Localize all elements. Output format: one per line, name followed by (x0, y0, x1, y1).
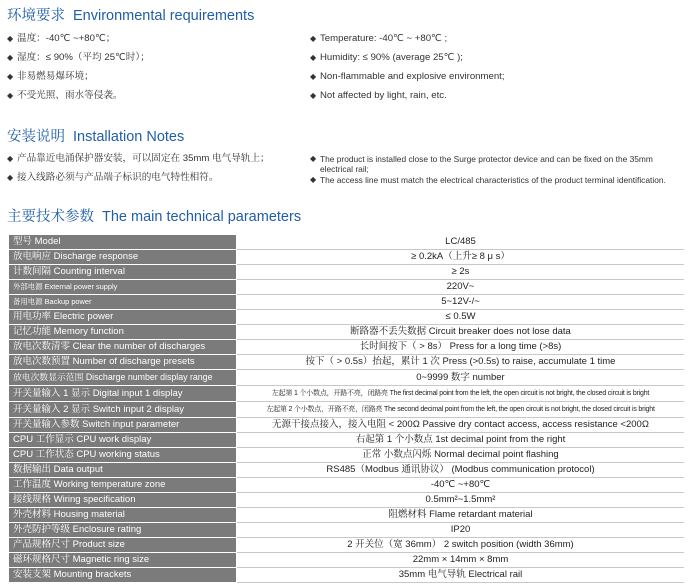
list-item: ◆ 产品靠近电涌保护器安装，可以固定在 35mm 电气导轨上； (7, 153, 270, 164)
table-row (9, 250, 684, 265)
environment-title-en: Environmental requirements (73, 8, 255, 24)
table-row (9, 493, 684, 508)
diamond-bullet-icon: ◆ (7, 34, 14, 43)
table-row (9, 355, 684, 370)
list-item: ◆ 接入线路必须与产品端子标识的电气特性相符。 (7, 172, 219, 183)
list-item: ◆ Non-flammable and explosive environment; (310, 71, 505, 82)
installation-list-cn (7, 153, 307, 191)
row-value: 左起第 2 个小数点，开路不亮，闭路亮 The second decimal point from the left, the open circuit is not bright, the closed circuit is bright (237, 402, 685, 418)
row-label: CPU 工作显示 CPU work display (9, 433, 237, 448)
list-item: ◆ The access line must match the electrical characteristics of the product terminal identification. (310, 175, 666, 185)
diamond-bullet-icon: ◆ (310, 91, 317, 100)
table-row (9, 553, 684, 568)
row-label: 外部电源 External power supply (9, 280, 237, 295)
row-label: 外壳防护等级 Enclosure rating (9, 523, 237, 538)
environment-heading (7, 4, 254, 25)
row-label: 开关量输入 2 显示 Switch input 2 display (9, 402, 237, 418)
list-item: ◆ 湿度：≤ 90%（平均 25℃时）； (7, 52, 150, 63)
diamond-bullet-icon: ◆ (310, 175, 317, 184)
table-row (9, 295, 684, 310)
row-label: 备用电源 Backup power (9, 295, 237, 310)
table-row (9, 265, 684, 280)
parameters-title-cn: 主要技术参数 (7, 209, 94, 225)
row-label: 安装支架 Mounting brackets (9, 568, 237, 583)
table-row (9, 310, 684, 325)
row-value: 35mm 电气导轨 Electrical rail (237, 568, 685, 583)
table-row (9, 235, 684, 250)
row-label: 放电次数清零 Clear the number of discharges (9, 340, 237, 355)
installation-title-cn: 安装说明 (7, 129, 65, 145)
table-row (9, 538, 684, 553)
diamond-bullet-icon: ◆ (7, 91, 14, 100)
row-value: 右起第 1 个小数点 1st decimal point from the right (237, 433, 685, 448)
diamond-bullet-icon: ◆ (310, 154, 317, 163)
installation-title-en: Installation Notes (73, 129, 185, 145)
row-label: 用电功率 Electric power (9, 310, 237, 325)
row-value: ≤ 0.5W (237, 310, 685, 325)
table-row (9, 370, 684, 386)
installation-list-en (310, 154, 688, 187)
row-value: 5~12V-/~ (237, 295, 685, 310)
row-label: 产品规格尺寸 Product size (9, 538, 237, 553)
row-label: 磁环规格尺寸 Magnetic ring size (9, 553, 237, 568)
table-row (9, 280, 684, 295)
diamond-bullet-icon: ◆ (7, 154, 14, 163)
list-item: ◆ The product is installed close to the Surge protector device and can be fixed on the 35mm electrical rail; (310, 154, 653, 174)
list-item: ◆ Humidity: ≤ 90% (average 25℃ ); (310, 52, 463, 63)
row-value: 220V~ (237, 280, 685, 295)
table-row (9, 463, 684, 478)
environment-title-cn: 环境要求 (7, 8, 65, 24)
list-item: ◆ 不受光照、雨水等侵袭。 (7, 90, 123, 101)
row-value: 22mm × 14mm × 8mm (237, 553, 685, 568)
row-value: 正常 小数点闪烁 Normal decimal point flashing (237, 448, 685, 463)
row-value: LC/485 (237, 235, 685, 250)
row-label: 放电次数预置 Number of discharge presets (9, 355, 237, 370)
row-label: 开关量输入参数 Switch input parameter (9, 418, 237, 433)
row-value: 2 开关位（宽 36mm） 2 switch position (width 36mm) (237, 538, 685, 553)
diamond-bullet-icon: ◆ (7, 173, 14, 182)
row-label: 放电次数显示范围 Discharge number display range (9, 370, 237, 386)
row-value: RS485（Modbus 通讯协议） (Modbus communication protocol) (237, 463, 685, 478)
row-label: 数据输出 Data output (9, 463, 237, 478)
row-label: 工作温度 Working temperature zone (9, 478, 237, 493)
environment-list-cn (7, 33, 297, 109)
table-row (9, 478, 684, 493)
row-label: 放电响应 Discharge response (9, 250, 237, 265)
row-value: 0.5mm²~1.5mm² (237, 493, 685, 508)
row-value: 左起第 1 个小数点，开路不亮，闭路亮 The first decimal point from the left, the open circuit is not bright, the closed circuit is bright (237, 386, 685, 402)
row-value: 断路器不丢失数据 Circuit breaker does not lose data (237, 325, 685, 340)
row-value: -40℃ ~+80℃ (237, 478, 685, 493)
diamond-bullet-icon: ◆ (7, 53, 14, 62)
row-label: 接线规格 Wiring specification (9, 493, 237, 508)
diamond-bullet-icon: ◆ (310, 34, 317, 43)
table-row (9, 386, 684, 402)
list-item: ◆ Not affected by light, rain, etc. (310, 90, 447, 101)
table-row (9, 325, 684, 340)
row-label: 型号 Model (9, 235, 237, 250)
row-label: 计数间隔 Counting interval (9, 265, 237, 280)
parameters-title-en: The main technical parameters (102, 209, 302, 225)
diamond-bullet-icon: ◆ (310, 53, 317, 62)
row-value: 0~9999 数字 number (237, 370, 685, 386)
parameters-table (9, 235, 684, 583)
row-label: 开关量输入 1 显示 Digital input 1 display (9, 386, 237, 402)
table-row (9, 508, 684, 523)
environment-list-en (310, 33, 685, 109)
row-label: 外壳材料 Housing material (9, 508, 237, 523)
row-label: CPU 工作状态 CPU working status (9, 448, 237, 463)
row-value: 阻燃材料 Flame retardant material (237, 508, 685, 523)
row-value: ≥ 0.2kA（上升≥ 8 μ s） (237, 250, 685, 265)
row-value: 无源干接点接入，接入电阻 < 200Ω Passive dry contact access, access resistance <200Ω (237, 418, 685, 433)
list-item: ◆ Temperature: -40℃ ~ +80℃ ; (310, 33, 448, 44)
diamond-bullet-icon: ◆ (7, 72, 14, 81)
table-row (9, 568, 684, 583)
table-row (9, 418, 684, 433)
list-item: ◆ 非易燃易爆环境； (7, 71, 94, 82)
table-row (9, 340, 684, 355)
row-label: 记忆功能 Memory function (9, 325, 237, 340)
table-row (9, 448, 684, 463)
row-value: 长时间按下（ > 8s） Press for a long time (>8s) (237, 340, 685, 355)
row-value: IP20 (237, 523, 685, 538)
list-item: ◆ 温度：-40℃ ~+80℃； (7, 33, 116, 44)
row-value: ≥ 2s (237, 265, 685, 280)
table-row (9, 523, 684, 538)
installation-heading (7, 125, 184, 146)
parameters-heading (7, 205, 301, 226)
row-value: 按下（ > 0.5s）抬起，累计 1 次 Press (>0.5s) to raise, accumulate 1 time (237, 355, 685, 370)
table-row (9, 402, 684, 418)
diamond-bullet-icon: ◆ (310, 72, 317, 81)
table-row (9, 433, 684, 448)
